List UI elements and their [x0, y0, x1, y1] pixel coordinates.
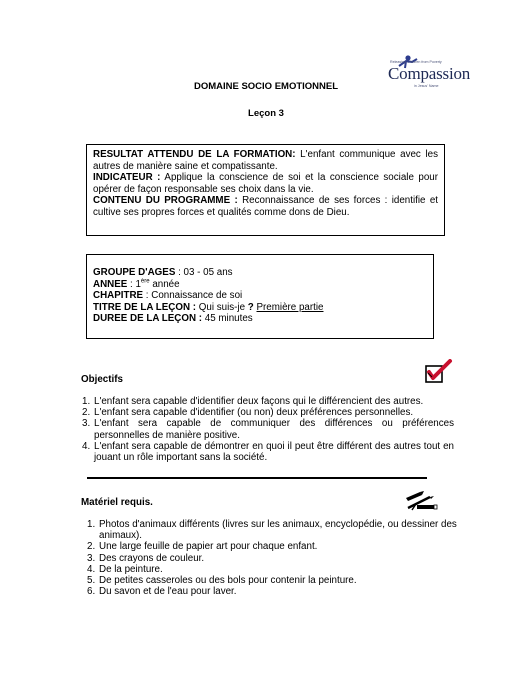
list-item [87, 553, 462, 564]
materiel-list [87, 519, 462, 597]
duree-label: DUREE DE LA LEÇON : [93, 313, 203, 325]
groupe-text: : 03 - 05 ans [175, 267, 233, 278]
indicateur-text: Applique la conscience de soi et la conscience sociale pour opérer de façon responsable ses choix dans la vie. [93, 172, 439, 195]
list-item-number: 2. [87, 541, 96, 553]
annee-text: : 1 [127, 278, 141, 290]
logo-wordmark: Compassion [388, 64, 471, 83]
titre-question-mark: ? [247, 301, 254, 313]
chapitre-text: : Connaissance de soi [143, 290, 243, 302]
contenu-label: CONTENU DU PROGRAMME : [93, 195, 238, 207]
materiel-heading: Matériel requis. [81, 497, 153, 508]
list-item-text: Des crayons de couleur. [99, 552, 205, 564]
indicateur-label: INDICATEUR : [93, 172, 161, 184]
duree-line [93, 313, 427, 325]
list-item [82, 441, 454, 463]
section-divider [87, 477, 427, 479]
lesson-info-box [86, 254, 434, 339]
chapitre-label: CHAPITRE [93, 290, 144, 302]
objectifs-heading: Objectifs [81, 374, 123, 385]
titre-line [93, 302, 427, 314]
list-item-text: De petites casseroles ou des bols pour contenir la peinture. [99, 575, 357, 587]
list-item-number: 1. [87, 519, 96, 530]
list-item-text: L'enfant sera capable de démontrer en quoi il peut être différent des autres tout en jouant un rôle important sans la société. [94, 440, 454, 464]
list-item [87, 519, 462, 541]
annee-text-post: année [149, 278, 180, 290]
list-item-number: 3. [82, 418, 91, 430]
list-item [87, 575, 462, 586]
checkbox-check-icon [423, 359, 453, 385]
list-item-text: Une large feuille de papier art pour chaque enfant. [99, 541, 318, 553]
annee-label: ANNEE [93, 278, 128, 290]
annee-sup: ère [140, 278, 150, 285]
indicateur-paragraph [93, 172, 438, 195]
groupe-line [93, 267, 427, 279]
list-item-text: L'enfant sera capable de communiquer des différences ou préférences personnelles de manière positive. [94, 418, 454, 441]
groupe-label: GROUPE D'AGES [93, 267, 176, 278]
pencil-tools-icon [404, 488, 440, 514]
list-item [82, 418, 454, 440]
list-item-number: 3. [87, 552, 96, 564]
domain-title: DOMAINE SOCIO EMOTIONNEL [193, 81, 339, 92]
list-item [82, 407, 454, 418]
titre-label: TITRE DE LA LEÇON : [93, 301, 197, 313]
list-item [87, 586, 462, 597]
list-item [87, 564, 462, 575]
list-item-number: 1. [82, 396, 91, 407]
list-item [82, 396, 454, 407]
list-item-number: 4. [87, 563, 96, 575]
contenu-text: Reconnaissance de ses forces : identifie et cultive ses propres forces et qualités comme dons de Dieu. [93, 195, 439, 218]
list-item-text: L'enfant sera capable d'identifier deux façons qui le différencient des autres. [94, 396, 424, 407]
list-item-text: De la peinture. [99, 563, 163, 575]
list-item-text: Photos d'animaux différents (livres sur les animaux, encyclopédie, ou dessiner des animaux). [99, 519, 457, 542]
titre-text: Qui suis-je [196, 301, 248, 313]
learning-outcome-box [86, 144, 445, 236]
logo-tagline-bottom: in Jesus' Name [414, 84, 439, 88]
chapitre-line [93, 290, 427, 302]
compassion-logo [384, 53, 494, 95]
list-item-text: Du savon et de l'eau pour laver. [99, 586, 237, 598]
list-item-text: L'enfant sera capable d'identifier (ou non) deux préférences personnelles. [94, 407, 414, 419]
annee-line [93, 279, 427, 291]
logo-tagline-top: Releasing Children from Poverty [390, 60, 442, 64]
list-item-number: 6. [87, 586, 96, 598]
resultat-paragraph [93, 149, 438, 172]
lesson-title: Leçon 3 [248, 108, 284, 119]
duree-text: 45 minutes [202, 313, 253, 325]
list-item-number: 2. [82, 407, 91, 419]
list-item-number: 4. [82, 440, 91, 452]
resultat-text: L'enfant communique avec les autres de manière saine et compatissante. [93, 149, 438, 172]
contenu-paragraph [93, 195, 438, 218]
resultat-label: RESULTAT ATTENDU DE LA FORMATION: [93, 149, 296, 160]
objectifs-list [82, 396, 454, 463]
list-item [87, 541, 462, 552]
list-item-number: 5. [87, 575, 96, 587]
titre-partie: Première partie [256, 301, 324, 313]
